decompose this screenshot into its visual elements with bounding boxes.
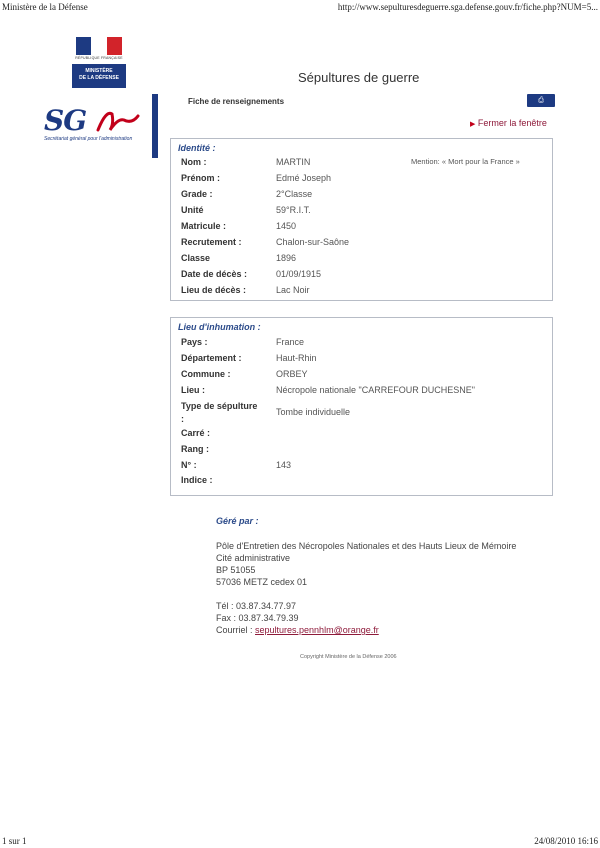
field-label: Unité (181, 205, 204, 215)
identite-row-recrutement (181, 237, 551, 251)
gere-par-title: Géré par : (216, 516, 259, 526)
phone-line: Tél : 03.87.34.77.97 (216, 601, 297, 611)
address-line: BP 51055 (216, 565, 256, 575)
sga-logo (36, 94, 162, 160)
field-label: Pays : (181, 337, 208, 347)
field-label-colon: : (181, 414, 184, 424)
print-footer-date: 24/08/2010 16:16 (534, 836, 598, 846)
field-value: Edmé Joseph (276, 173, 332, 183)
field-value: MARTIN (276, 157, 311, 167)
close-window-label: Fermer la fenêtre (477, 118, 547, 128)
identite-panel (170, 138, 553, 301)
lieu-inhumation-panel (170, 317, 553, 496)
ministry-logo (72, 36, 126, 88)
field-label: Nom : (181, 157, 207, 167)
identite-row-prenom (181, 173, 551, 187)
identite-row-lieu-deces (181, 285, 551, 299)
copyright: Copyright Ministère de la Défense 2006 (300, 654, 397, 660)
french-flag-icon (76, 37, 122, 55)
ministry-line2: DE LA DÉFENSE (79, 75, 119, 81)
email-line (216, 625, 379, 635)
field-label: Commune : (181, 369, 231, 379)
sga-subtitle: Secrétariat général pour l'administration (44, 136, 133, 142)
field-label: Carré : (181, 428, 211, 438)
sga-mark: SG (44, 104, 87, 137)
close-window-link[interactable] (470, 118, 547, 128)
lieu-title: Lieu d'inhumation : (178, 322, 261, 332)
field-label: Type de sépulture (181, 401, 258, 411)
lieu-row-type-sepulture (181, 401, 551, 429)
field-value: 2°Classe (276, 189, 313, 199)
identite-row-nom (181, 157, 551, 171)
identite-row-classe (181, 253, 551, 267)
field-label: Lieu de décès : (181, 285, 247, 295)
identite-row-grade (181, 189, 551, 203)
mention-label: Mention: « Mort pour la France » (411, 157, 520, 166)
identite-row-date-deces (181, 269, 551, 283)
field-value: Tombe individuelle (276, 407, 351, 417)
field-value: Chalon-sur-Saône (276, 237, 350, 247)
print-header-url: http://www.sepulturesdeguerre.sga.defense.gouv.fr/fiche.php?NUM=5... (337, 2, 598, 12)
field-label: Lieu : (181, 385, 205, 395)
print-footer-page: 1 sur 1 (2, 836, 27, 846)
fax-line: Fax : 03.87.34.79.39 (216, 613, 299, 623)
identite-title: Identité : (178, 143, 216, 153)
email-link[interactable]: sepultures.pennhlm@orange.fr (255, 625, 379, 635)
field-value: Haut-Rhin (276, 353, 317, 363)
ministry-line1: MINISTÈRE (85, 68, 113, 74)
field-label: Classe (181, 253, 211, 263)
lieu-row-carre (181, 428, 551, 442)
ministry-name-box (72, 64, 126, 88)
field-value: Nécropole nationale "CARREFOUR DUCHESNE" (276, 385, 475, 395)
sga-bar (152, 94, 158, 158)
lieu-row-lieu (181, 385, 551, 399)
identite-row-unite (181, 205, 551, 219)
sga-swoosh-icon (96, 108, 140, 134)
address-line: Pôle d'Entretien des Nécropoles Nationales et des Hauts Lieux de Mémoire (216, 541, 517, 551)
identite-row-matricule (181, 221, 551, 235)
field-value: 1896 (276, 253, 297, 263)
field-value: 01/09/1915 (276, 269, 322, 279)
email-label: Courriel : (216, 625, 256, 635)
field-value: 59°R.I.T. (276, 205, 311, 215)
field-value: Lac Noir (276, 285, 310, 295)
field-label: Date de décès : (181, 269, 248, 279)
field-label: Matricule : (181, 221, 227, 231)
field-label: N° : (181, 460, 197, 470)
field-label: Indice : (181, 475, 213, 485)
field-value: ORBEY (276, 369, 308, 379)
field-label: Prénom : (181, 173, 221, 183)
fiche-label: Fiche de renseignements (188, 97, 285, 106)
lieu-row-commune (181, 369, 551, 383)
field-value: France (276, 337, 305, 347)
field-label: Rang : (181, 444, 209, 454)
lieu-row-numero (181, 460, 551, 474)
republic-label: RÉPUBLIQUE FRANÇAISE (75, 56, 123, 60)
page-title: Sépultures de guerre (298, 70, 420, 85)
address-line: 57036 METZ cedex 01 (216, 577, 308, 587)
arrow-right-icon: ▶ (470, 121, 476, 128)
field-value: 143 (276, 460, 292, 470)
lieu-row-pays (181, 337, 551, 351)
lieu-row-departement (181, 353, 551, 367)
field-value: 1450 (276, 221, 297, 231)
address-line: Cité administrative (216, 553, 291, 563)
print-header-title: Ministère de la Défense (2, 2, 88, 12)
field-label: Recrutement : (181, 237, 242, 247)
field-label: Grade : (181, 189, 213, 199)
lieu-row-indice (181, 475, 551, 489)
field-label: Département : (181, 353, 242, 363)
lieu-row-rang (181, 444, 551, 458)
printer-icon[interactable]: ⎙ (527, 94, 555, 107)
